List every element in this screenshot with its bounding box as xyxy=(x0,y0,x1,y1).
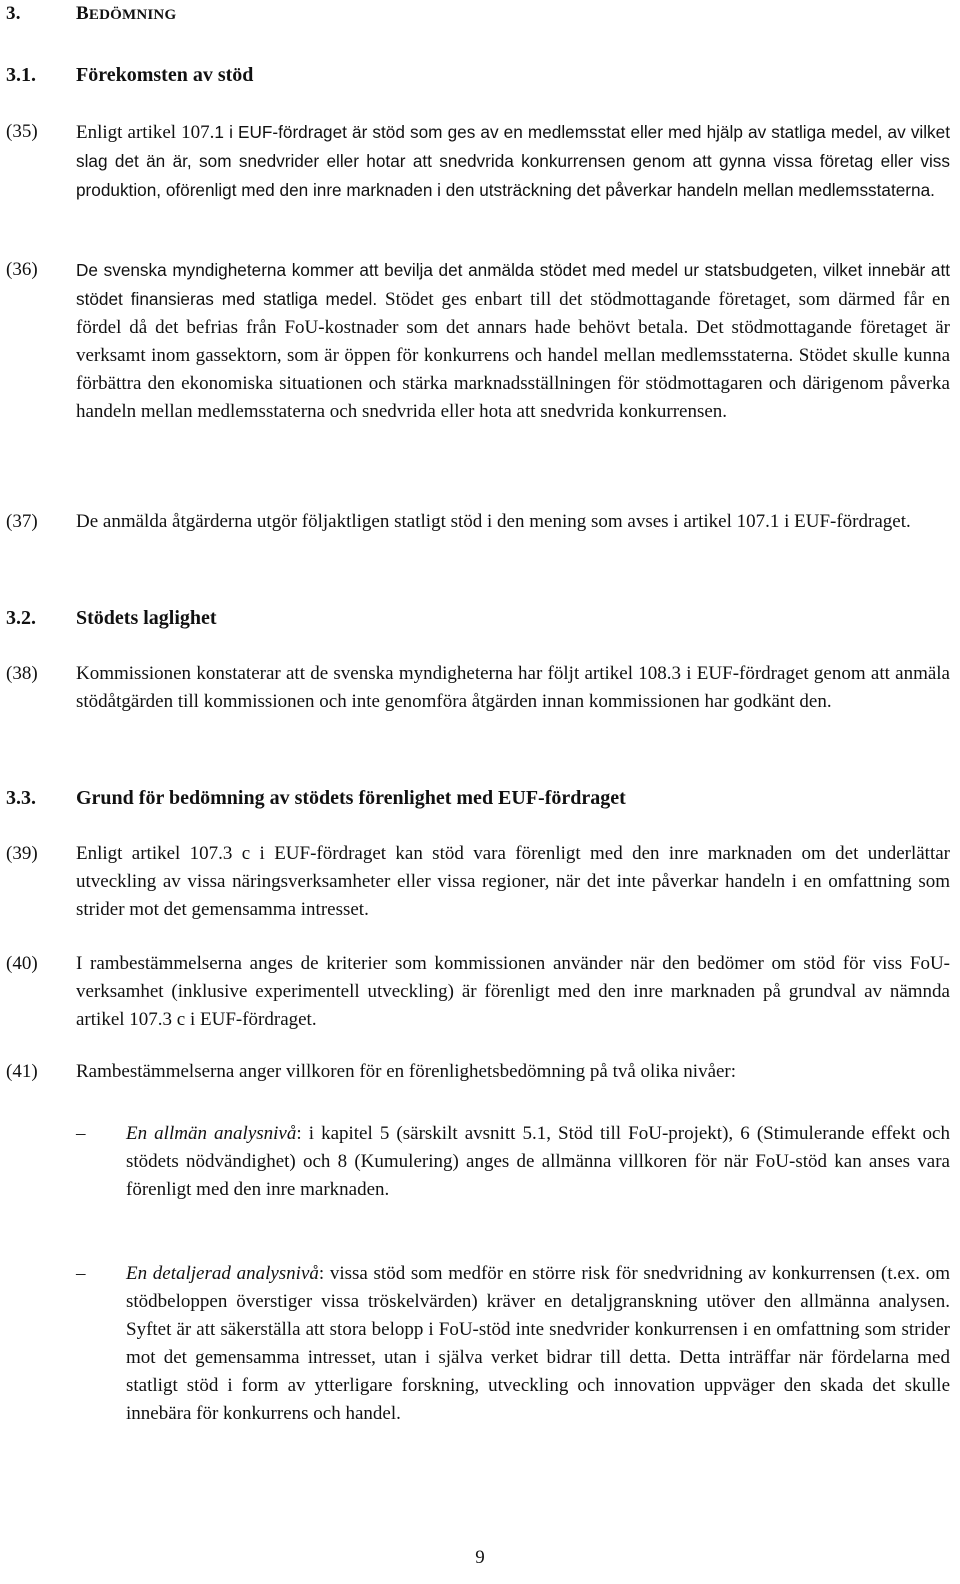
page-number: 9 xyxy=(475,1547,485,1568)
paragraph-number: (40) xyxy=(6,953,38,974)
dash-marker: – xyxy=(76,1263,86,1284)
dash-marker: – xyxy=(76,1123,86,1144)
subsection-title: Stödets laglighet xyxy=(76,607,217,629)
paragraph-38 xyxy=(6,660,950,716)
section-number: 3. xyxy=(6,3,21,24)
section-heading xyxy=(6,0,176,29)
subsection-title: Förekomsten av stöd xyxy=(76,64,254,86)
paragraph-text: I rambestämmelserna anges de kriterier som kommissionen använder när den bedömer om stöd för viss FoU-verksamhet (inklusive experimentell utveckling) är förenligt med den inre marknaden på grundval av nämnda artikel 107.3 c i EUF-fördraget. xyxy=(76,953,950,1030)
subsection-heading xyxy=(6,604,217,632)
paragraph-39 xyxy=(6,840,950,924)
bullet-body: : vissa stöd som medför en större risk för snedvridning av konkurrensen (t.ex. om stödbeloppen överstiger vissa tröskelvärden) kräver en detaljgranskning utöver den allmänna analysen. Syftet är att säkerställa att stora belopp i FoU-stöd inte snedvrider konkurrensen i en omfattning som strider mot det gemensamma intresset, utan i själva verket bidrar till detta. Detta inträffar när fördelarna med statligt stöd i form av ytterligare forskning, utveckling och innovation uppväger den skada det skulle innebära för konkurrens och handel. xyxy=(126,1263,950,1424)
paragraph-number: (41) xyxy=(6,1061,38,1082)
section-title-initial: B xyxy=(76,3,89,24)
bullet-text xyxy=(126,1120,950,1204)
paragraph-body-c: Det stödmottagande företaget är verksamt inom gassektorn, som är öppen för konkurrens och handel mellan medlemsstaterna. xyxy=(76,317,950,366)
subsection-heading xyxy=(6,61,253,89)
bullet-body: : i kapitel 5 (särskilt avsnitt 5.1, Stöd till FoU-projekt), 6 (Stimulerande effekt och stödets nödvändighet) och 8 (Kumulering) anges de allmänna villkoren för när FoU-stöd kan anses vara förenligt med den inre marknaden. xyxy=(126,1123,950,1200)
paragraph-number: (36) xyxy=(6,259,38,280)
paragraph-41 xyxy=(6,1058,950,1086)
paragraph-body-a: De svenska myndigheterna kommer att bevilja det anmälda stödet med medel ur statsbudgeten, vilket innebär att stödet finansieras med statliga medel. xyxy=(76,260,950,309)
paragraph-body-b: Stödet ges enbart till det stödmottagande företaget, som därmed får en fördel då det befrias från FoU-kostnader som det annars hade behövt betala. xyxy=(76,289,950,338)
paragraph-body: 1 i EUF-fördraget är stöd som ges av en medlemsstat eller med hjälp av statliga medel, av vilket slag det än är, som snedvrider eller hotar att snedvrida konkurrensen genom att gynna vissa företag eller viss produktion, oförenligt med den inre marknaden i den utsträckning det påverkar handeln mellan medlemsstaterna. xyxy=(76,122,950,200)
paragraph-text: Kommissionen konstaterar att de svenska myndigheterna har följt artikel 108.3 i EUF-fördraget genom att anmäla stödåtgärden till kommissionen och inte genomföra åtgärden innan kommissionen har godkänt den. xyxy=(76,663,950,712)
bullet-term: En detaljerad analysnivå xyxy=(126,1263,319,1284)
paragraph-text xyxy=(76,256,950,426)
paragraph-number: (35) xyxy=(6,121,38,142)
paragraph-text: De anmälda åtgärderna utgör följaktligen statligt stöd i den mening som avses i artikel 107.1 i EUF-fördraget. xyxy=(76,511,911,532)
paragraph-36 xyxy=(6,256,950,426)
section-title-rest: EDÖMNING xyxy=(88,7,177,23)
paragraph-40 xyxy=(6,950,950,1034)
paragraph-text: Enligt artikel 107.3 c i EUF-fördraget kan stöd vara förenligt med den inre marknaden om det underlättar utveckling av vissa näringsverksamheter eller vissa regioner, när det inte påverkar handeln i en omfattning som strider mot det gemensamma intresset. xyxy=(76,843,950,920)
paragraph-37 xyxy=(6,508,950,536)
paragraph-body-d: Stödet skulle kunna förbättra den ekonomiska situationen och stärka marknadsställningen för stödmottagaren och därigenom påverka handeln mellan medlemsstaterna och snedvrida eller hota att snedvrida konkurrensen. xyxy=(76,345,950,422)
paragraph-number: (37) xyxy=(6,511,38,532)
bullet-text xyxy=(126,1260,950,1428)
paragraph-number: (38) xyxy=(6,663,38,684)
paragraph-lead: Enligt artikel 107. xyxy=(76,122,215,143)
paragraph-35 xyxy=(6,118,950,205)
paragraph-text: Rambestämmelserna anger villkoren för en förenlighetsbedömning på två olika nivåer: xyxy=(76,1061,737,1082)
subsection-title: Grund för bedömning av stödets förenlighet med EUF-fördraget xyxy=(76,787,626,809)
paragraph-number: (39) xyxy=(6,843,38,864)
subsection-number: 3.1. xyxy=(6,64,36,86)
subsection-number: 3.2. xyxy=(6,607,36,629)
subsection-heading xyxy=(6,784,626,812)
bullet-item xyxy=(76,1120,950,1204)
subsection-number: 3.3. xyxy=(6,787,36,809)
paragraph-text xyxy=(76,118,950,205)
bullet-term: En allmän analysnivå xyxy=(126,1123,297,1144)
bullet-item xyxy=(76,1260,950,1428)
